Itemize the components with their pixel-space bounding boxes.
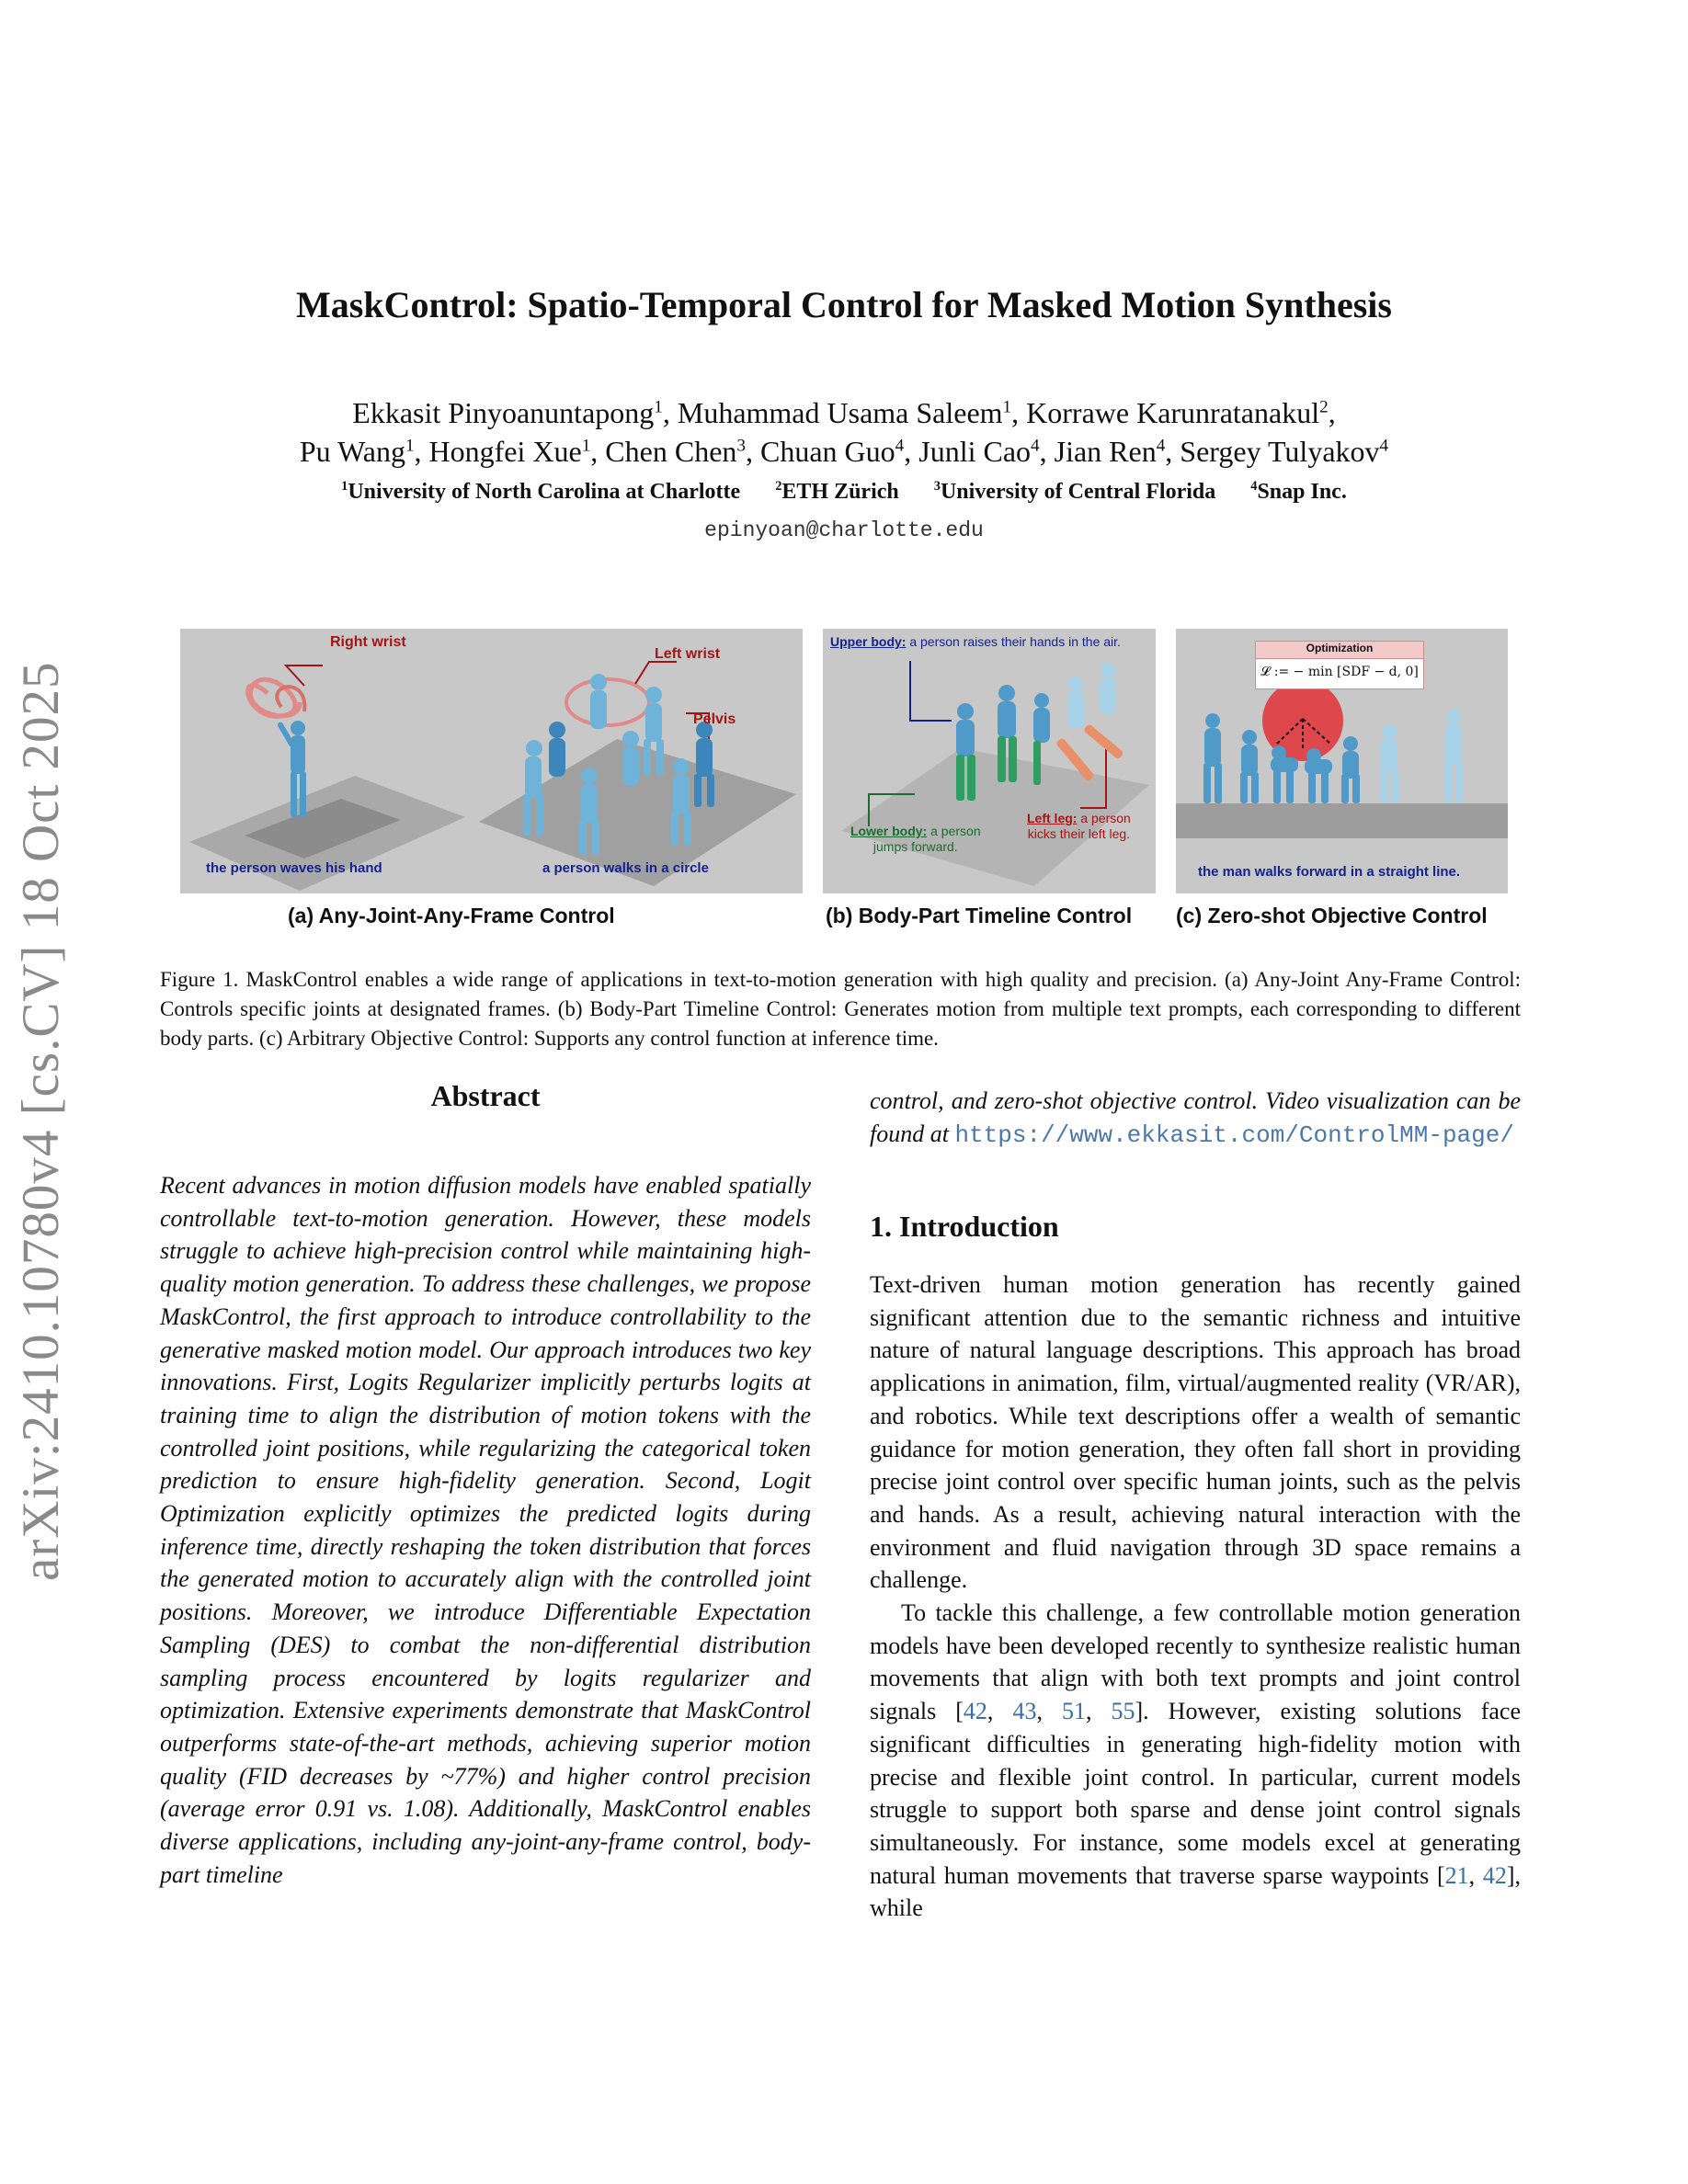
panel-a2-caption: a person walks in a circle: [542, 860, 709, 876]
panel-a2-illustration: [470, 629, 803, 893]
author-name: Korrawe Karunratanakul: [1026, 396, 1320, 429]
author-affiliation-mark: 1: [654, 397, 663, 417]
paper-title: MaskControl: Spatio-Temporal Control for Masked Motion Synthesis: [296, 284, 1392, 325]
author-affiliation-mark: 4: [1156, 436, 1166, 456]
introduction-heading: 1. Introduction: [870, 1210, 1059, 1243]
affiliation: $^4$Snap Inc.: [1250, 479, 1347, 504]
author-affiliation-mark: 2: [1319, 397, 1329, 417]
project-page-link[interactable]: https://www.ekkasit.com/ControlMM-page/: [954, 1120, 1514, 1149]
author-affiliation-mark: 1: [1002, 397, 1012, 417]
citation-link[interactable]: 55: [1111, 1698, 1135, 1725]
author-name: Jian Ren: [1054, 435, 1157, 468]
loss-formula: 𝓛 := − min [SDF − d, 0]: [1260, 665, 1419, 679]
author-affiliation-mark: 4: [895, 436, 905, 456]
affiliation: $^1$University of North Carolina at Charlotte: [341, 479, 741, 504]
figure-panel-a1: [180, 629, 470, 893]
author-affiliation-mark: 4: [1379, 436, 1389, 456]
affiliation: $^2$ETH Zürich: [775, 479, 899, 504]
citation-link[interactable]: 42: [963, 1698, 987, 1725]
introduction-body: [870, 1268, 1521, 1925]
left-wrist-label: Left wrist: [655, 646, 721, 662]
author-affiliation-mark: 4: [1031, 436, 1040, 456]
abstract-heading: Abstract: [430, 1079, 541, 1112]
abstract-continuation: [870, 1085, 1521, 1152]
author-affiliation-mark: 1: [405, 436, 415, 456]
left-leg-prompt: Left leg: a person kicks their left leg.: [1027, 811, 1131, 841]
citation-link[interactable]: 42: [1482, 1861, 1507, 1889]
figure-panel-b: [823, 629, 1156, 893]
author-name: Junli Cao: [918, 435, 1032, 468]
right-wrist-label: Right wrist: [330, 634, 406, 650]
author-name: Muhammad Usama Saleem: [677, 396, 1003, 429]
figure-panel-a2: [470, 629, 803, 893]
subfigure-a-label: (a) Any-Joint-Any-Frame Control: [288, 904, 615, 927]
upper-body-prompt: Upper body: a person raises their hands in the air.: [830, 634, 1121, 649]
author-affiliation-mark: 3: [736, 436, 746, 456]
authors-line-1: Ekkasit Pinyoanuntapong$^1$, Muhammad Usama Saleem$^1$, Korrawe Karunratanakul$^2$,: [352, 396, 1336, 429]
lower-body-prompt: Lower body: a person jumps forward.: [850, 824, 981, 854]
arxiv-stamp: arXiv:2410.10780v4 [cs.CV] 18 Oct 2025: [12, 661, 70, 1581]
intro-paragraph-1: Text-driven human motion generation has recently gained significant attention due to the semantic richness and intuitive nature of natural language descriptions. This approach has broad applications in animation, film, virtual/augmented reality (VR/AR), and robotics. While text descriptions offer a wealth of semantic guidance for motion generation, they often fall short in providing precise joint control over specific human joints, such as the pelvis and hands. As a result, achieving natural interaction with the environment and fluid navigation through 3D space remains a challenge.: [870, 1271, 1521, 1594]
optimization-title: Optimization: [1306, 642, 1374, 654]
contact-email: epinyoan@charlotte.edu: [704, 518, 984, 542]
panel-a1-illustration: [180, 629, 470, 893]
author-name: Hongfei Xue: [428, 435, 582, 468]
author-name: Chuan Guo: [759, 435, 895, 468]
panel-c-caption: the man walks forward in a straight line.: [1198, 864, 1461, 880]
citation-link[interactable]: 21: [1444, 1861, 1469, 1889]
affiliations: [0, 480, 1688, 505]
pelvis-label: Pelvis: [693, 711, 736, 727]
affiliation: $^3$University of Central Florida: [933, 479, 1216, 504]
abstract-continuation-text: control, and zero-shot objective control. Video visualization can be found at: [870, 1087, 1521, 1147]
author-name: Sergey Tulyakov: [1180, 435, 1380, 468]
authors-line-2: Pu Wang$^1$, Hongfei Xue$^1$, Chen Chen$^3$, Chuan Guo$^4$, Junli Cao$^4$, Jian Ren$^4$, Sergey Tulyakov$^4$: [299, 435, 1389, 468]
citation-link[interactable]: 43: [1012, 1698, 1037, 1725]
abstract-body: Recent advances in motion diffusion models have enabled spatially controllable text-to-motion generation. However, these models struggle to achieve high-precision control while maintaining high-quality motion generation. To address these challenges, we propose MaskControl, the first approach to introduce controllability to the generative masked motion model. Our approach introduces two key innovations. First, Logits Regularizer implicitly perturbs logits at training time to align the distribution of motion tokens with the controlled joint positions, while regularizing the categorical token prediction to ensure high-fidelity generation. Second, Logit Optimization explicitly optimizes the predicted logits during inference time, directly reshaping the token distribution that forces the generated motion to accurately align with the controlled joint positions. Moreover, we introduce Differentiable Expectation Sampling (DES) to combat the non-differential distribution sampling process encountered by logits regularizer and optimization. Extensive experiments demonstrate that MaskControl outperforms state-of-the-art methods, achieving superior motion quality (FID decreases by ~77%) and higher control precision (average error 0.91 vs. 1.08). Additionally, MaskControl enables diverse applications, including any-joint-any-frame control, body-part timeline: [160, 1172, 811, 1888]
figure-caption: Figure 1. MaskControl enables a wide range of applications in text-to-motion generation with high quality and precision. (a) Any-Joint Any-Frame Control: Controls specific joints at designated frames. (b) Body-Part Timeline Control: Generates motion from multiple text prompts, each corresponding to different body parts. (c) Arbitrary Objective Control: Supports any control function at inference time.: [160, 968, 1521, 1050]
author-name: Pu Wang: [299, 435, 405, 468]
intro-paragraph-2: To tackle this challenge, a few controllable motion generation models have been developed recently to synthesize realistic human movements that align with both text prompts and joint control signals [42, 43, 51, 55]. However, existing solutions face significant difficulties in generating high-fidelity motion with precise and flexible joint control. In particular, current models struggle to support both sparse and dense joint control signals simultaneously. For instance, some models excel at generating natural human movements that traverse sparse waypoints [21, 42], while: [870, 1599, 1522, 1922]
author-name: Chen Chen: [605, 435, 737, 468]
figure-panel-c: [1176, 629, 1508, 893]
panel-a1-caption: the person waves his hand: [206, 860, 382, 876]
citation-link[interactable]: 51: [1061, 1698, 1086, 1725]
subfigure-c-label: (c) Zero-shot Objective Control: [1176, 904, 1488, 927]
author-affiliation-mark: 1: [581, 436, 591, 456]
author-name: Ekkasit Pinyoanuntapong: [352, 396, 655, 429]
subfigure-b-label: (b) Body-Part Timeline Control: [826, 904, 1133, 927]
author-list: [0, 393, 1688, 471]
